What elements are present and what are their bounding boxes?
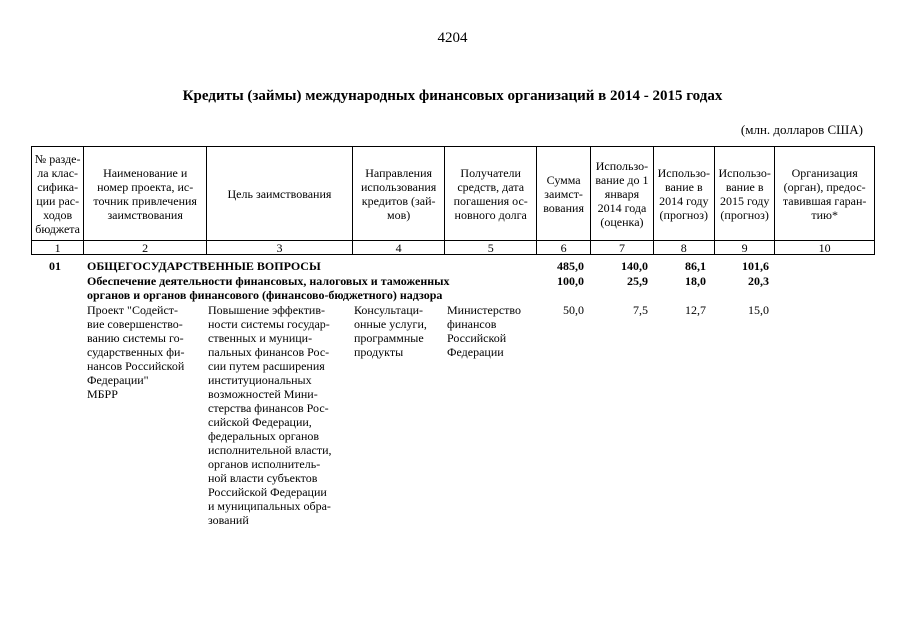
column-number: 7 (591, 241, 653, 255)
text-line: институциональных (208, 373, 312, 387)
project-name (87, 303, 184, 401)
text-line: Цель заимствования (227, 186, 332, 201)
text-line: продукты (354, 345, 404, 359)
text-line: мов) (387, 207, 411, 222)
text-line: органов и органов финансового (финансово-бюджетного) надзора (87, 288, 443, 302)
text-line: номер проекта, ис- (97, 179, 194, 194)
text-line: погашения ос- (453, 193, 528, 208)
header-section-code (32, 147, 84, 241)
text-line: Наименование и (103, 165, 188, 180)
text-line: исполнительной власти, (208, 443, 332, 457)
section-amount: 485,0 (557, 259, 584, 273)
header-amount (536, 147, 590, 241)
document-title: Кредиты (займы) международных финансовых организаций в 2014 - 2015 годах (182, 88, 723, 104)
text-line: новного долга (454, 207, 527, 222)
text-line: Получатели (460, 165, 521, 180)
text-line: (прогноз) (659, 207, 709, 222)
text-line: Сумма (546, 172, 581, 187)
text-line: вание в (725, 179, 764, 194)
text-line: Обеспечение деятельности финансовых, налоговых и таможенных (87, 274, 450, 288)
text-line: стерства финансов Рос- (208, 401, 329, 415)
text-line: ванию системы го- (87, 331, 184, 345)
header-directions (352, 147, 445, 241)
text-line: вание в (664, 179, 703, 194)
text-line: ходов (43, 207, 73, 222)
column-number: 2 (84, 241, 207, 255)
section-use-before-2014: 140,0 (621, 259, 648, 273)
subsection-name (87, 274, 450, 302)
text-line: ции рас- (36, 193, 80, 208)
text-line: ности системы государ- (208, 317, 330, 331)
subsection-use-before-2014: 25,9 (627, 274, 648, 288)
text-line: программные (354, 331, 424, 345)
project-goal (208, 303, 332, 527)
project-amount: 50,0 (563, 303, 584, 317)
text-line: Проект "Содейст- (87, 303, 179, 317)
text-line: точник привлечения (93, 193, 197, 208)
text-line: использования (360, 179, 437, 194)
text-line: сифика- (37, 179, 79, 194)
text-line: онные услуги, (354, 317, 427, 331)
subsection-use-2015: 20,3 (748, 274, 769, 288)
text-line: 2015 году (719, 193, 770, 208)
section-use-2015: 101,6 (742, 259, 769, 273)
column-number: 6 (536, 241, 590, 255)
column-number: 10 (775, 241, 875, 255)
project-use-2015: 15,0 (748, 303, 769, 317)
text-line: вание до 1 (595, 172, 649, 187)
text-line: вования (543, 200, 584, 215)
column-number: 9 (714, 241, 774, 255)
text-line: Повышение эффектив- (208, 303, 326, 317)
text-line: Использо- (595, 158, 649, 173)
header-use-before-2014 (591, 147, 653, 241)
text-line: ственных и муници- (208, 331, 313, 345)
project-recipient (447, 303, 521, 359)
text-line: (прогноз) (720, 207, 769, 222)
text-line: заимст- (544, 186, 583, 201)
text-line: тию* (811, 207, 838, 222)
column-number: 5 (445, 241, 537, 255)
text-line: ной власти субъектов (208, 471, 318, 485)
text-line: Российской Федерации (208, 485, 327, 499)
subsection-use-2014: 18,0 (685, 274, 706, 288)
text-line: Использо- (718, 165, 771, 180)
text-line: Направления (365, 165, 433, 180)
column-number: 3 (207, 241, 353, 255)
text-line: Министерство (447, 303, 521, 317)
text-line: Использо- (657, 165, 710, 180)
column-number: 4 (352, 241, 445, 255)
text-line: ла клас- (37, 165, 79, 180)
text-line: МБРР (87, 387, 118, 401)
header-project-name (84, 147, 207, 241)
text-line: тавившая гаран- (782, 193, 867, 208)
page-number: 4204 (437, 30, 468, 46)
text-line: сударственных фи- (87, 345, 185, 359)
header-recipients (445, 147, 537, 241)
header-goal (207, 147, 353, 241)
text-line: № разде- (34, 151, 81, 166)
text-line: сийской Федерации, (208, 415, 312, 429)
header-use-2014 (653, 147, 714, 241)
text-line: вие совершенство- (87, 317, 183, 331)
text-line: кредитов (зай- (361, 193, 436, 208)
text-line: (оценка) (600, 214, 644, 229)
text-line: Российской (447, 331, 507, 345)
header-table (31, 146, 875, 255)
text-line: Консультаци- (354, 303, 424, 317)
text-line: возможностей Мини- (208, 387, 318, 401)
text-line: 2014 года (597, 200, 647, 215)
text-line: и муниципальных обра- (208, 499, 331, 513)
project-directions (354, 303, 427, 359)
section-name: ОБЩЕГОСУДАРСТВЕННЫЕ ВОПРОСЫ (87, 259, 321, 273)
text-line: (орган), предос- (783, 179, 866, 194)
text-line: 2014 году (659, 193, 709, 208)
section-use-2014: 86,1 (685, 259, 706, 273)
text-line: зований (208, 513, 249, 527)
text-line: финансов (447, 317, 497, 331)
project-use-2014: 12,7 (685, 303, 706, 317)
subsection-amount: 100,0 (557, 274, 584, 288)
text-line: бюджета (35, 221, 81, 236)
text-line: заимствования (107, 207, 183, 222)
column-number: 8 (653, 241, 714, 255)
text-line: органов исполнитель- (208, 457, 321, 471)
text-line: Организация (791, 165, 858, 180)
header-use-2015 (714, 147, 774, 241)
text-line: федеральных органов (208, 429, 320, 443)
text-line: нансов Российской (87, 359, 185, 373)
text-line: Федерации (447, 345, 504, 359)
section-code: 01 (49, 259, 61, 273)
unit-note: (млн. долларов США) (740, 122, 863, 137)
text-line: Федерации" (87, 373, 149, 387)
header-guarantor (775, 147, 875, 241)
project-use-before-2014: 7,5 (633, 303, 648, 317)
text-line: сии путем расширения (208, 359, 325, 373)
text-line: средств, дата (457, 179, 525, 194)
text-line: января (604, 186, 640, 201)
text-line: пальных финансов Рос- (208, 345, 330, 359)
column-number: 1 (32, 241, 84, 255)
